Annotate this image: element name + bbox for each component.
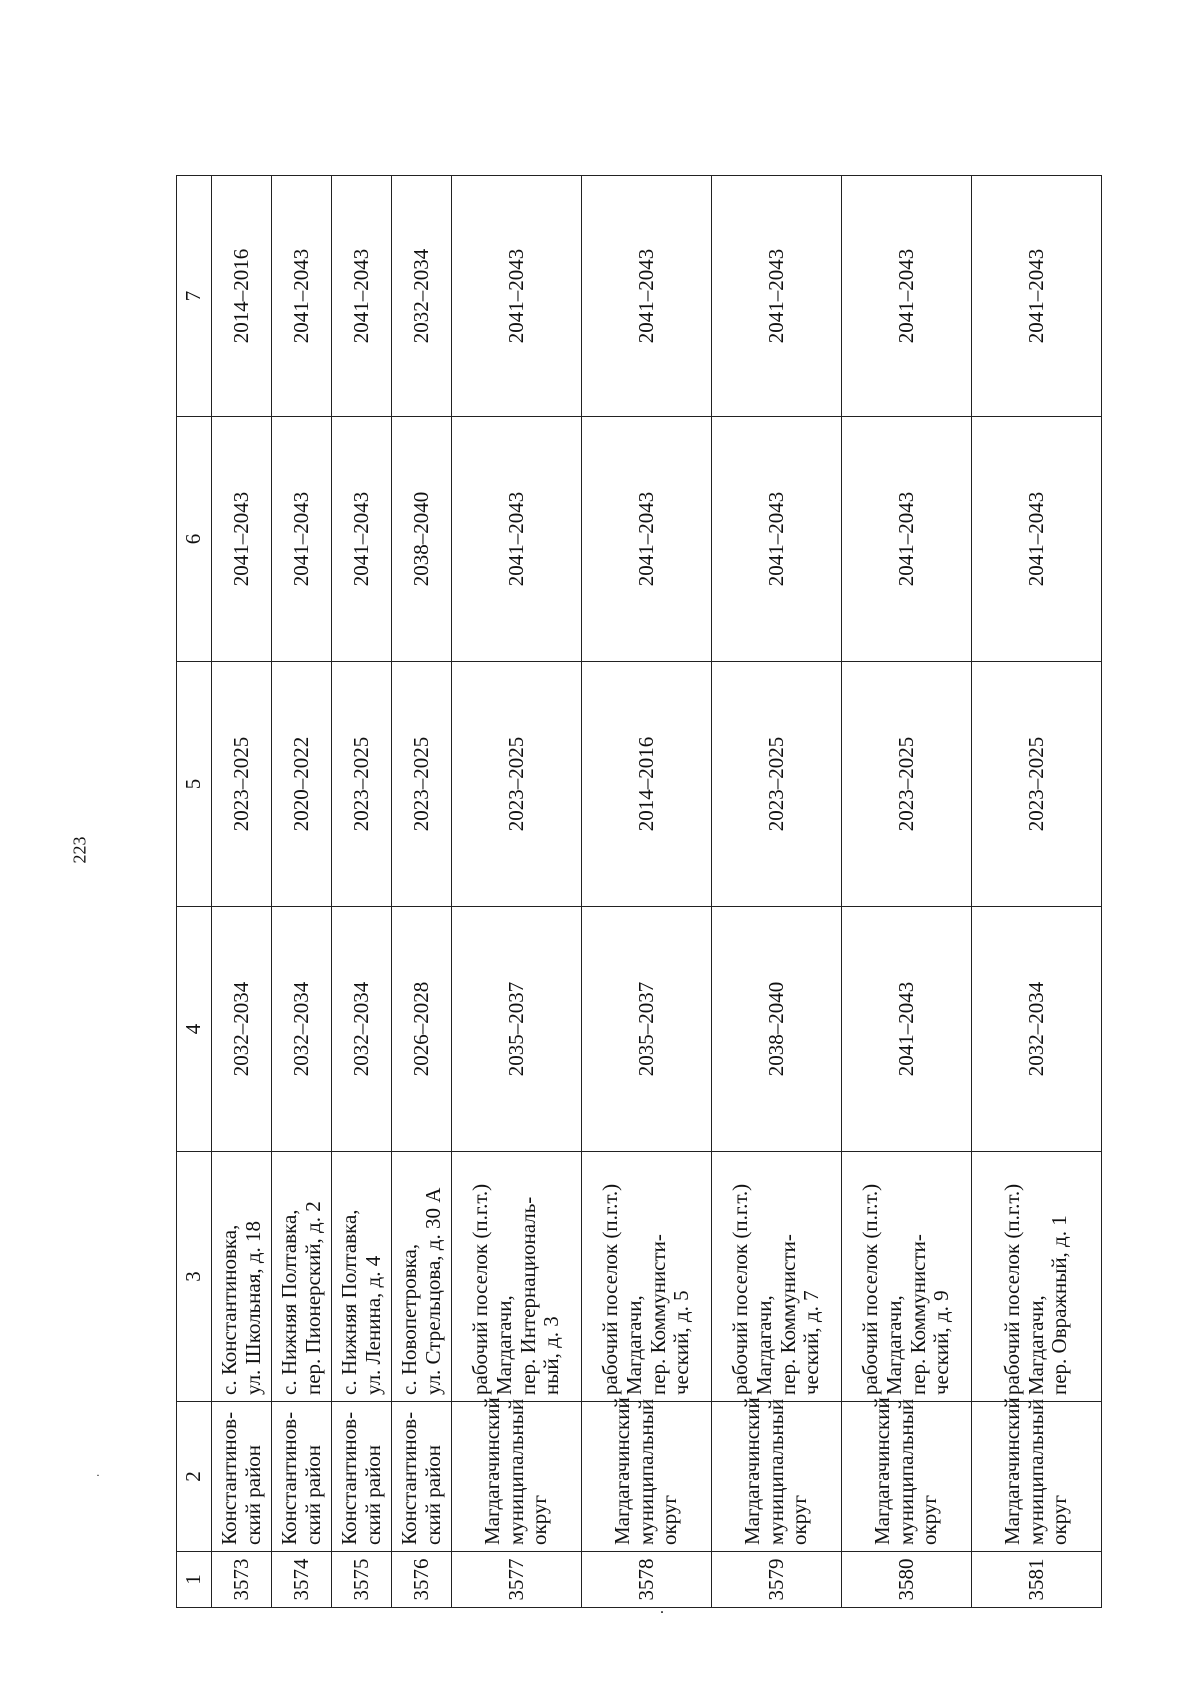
- table-row: [212, 176, 272, 1608]
- table-cell-c7: 2041–2043: [452, 176, 582, 417]
- table-cell-id: 3575: [332, 1552, 392, 1608]
- table-cell-address: с. Нижняя Полтавка, ул. Ленина, д. 4: [332, 1152, 392, 1402]
- table-cell-c4: 2032–2034: [272, 907, 332, 1152]
- table-row: [842, 176, 972, 1608]
- data-table: [176, 175, 1102, 1608]
- table-cell-c5: 2023–2025: [392, 662, 452, 907]
- header-cell: 3: [177, 1152, 212, 1402]
- table-cell-id: 3573: [212, 1552, 272, 1608]
- table-cell-c4: 2026–2028: [392, 907, 452, 1152]
- table-cell-c6: 2041–2043: [972, 417, 1102, 662]
- table-cell-district: Магдагачинский муниципальный округ: [452, 1402, 582, 1552]
- table-cell-c6: 2041–2043: [582, 417, 712, 662]
- table-cell-c5: 2023–2025: [452, 662, 582, 907]
- table-row: [452, 176, 582, 1608]
- table-cell-c7: 2014–2016: [212, 176, 272, 417]
- table-cell-id: 3579: [712, 1552, 842, 1608]
- table-cell-c5: 2023–2025: [842, 662, 972, 907]
- table-cell-address: рабочий поселок (п.г.т.) Магдагачи, пер. Интернациональ- ный, д. 3: [452, 1152, 582, 1402]
- table-cell-district: Магдагачинский муниципальный округ: [582, 1402, 712, 1552]
- table-cell-c7: 2041–2043: [972, 176, 1102, 417]
- table-cell-district: Магдагачинский муниципальный округ: [972, 1402, 1102, 1552]
- table-cell-c7: 2032–2034: [392, 176, 452, 417]
- table-cell-c6: 2041–2043: [842, 417, 972, 662]
- header-cell: 5: [177, 662, 212, 907]
- table-row: [972, 176, 1102, 1608]
- rotated-table-container: [176, 176, 1072, 1608]
- table-cell-c4: 2032–2034: [332, 907, 392, 1152]
- table-cell-c5: 2023–2025: [332, 662, 392, 907]
- table-cell-c6: 2041–2043: [272, 417, 332, 662]
- header-row: [177, 176, 212, 1608]
- table-cell-address: с. Константиновка, ул. Школьная, д. 18: [212, 1152, 272, 1402]
- table-cell-district: Константинов- ский район: [392, 1402, 452, 1552]
- header-cell: 6: [177, 417, 212, 662]
- table-cell-c6: 2041–2043: [452, 417, 582, 662]
- table-cell-district: Константинов- ский район: [212, 1402, 272, 1552]
- table-cell-address: с. Нижняя Полтавка, пер. Пионерский, д. 2: [272, 1152, 332, 1402]
- table-cell-c7: 2041–2043: [712, 176, 842, 417]
- table-cell-address: рабочий поселок (п.г.т.) Магдагачи, пер. Коммунисти- ческий, д. 7: [712, 1152, 842, 1402]
- table-cell-c7: 2041–2043: [582, 176, 712, 417]
- header-cell: 2: [177, 1402, 212, 1552]
- table-cell-c6: 2038–2040: [392, 417, 452, 662]
- table-cell-c4: 2035–2037: [452, 907, 582, 1152]
- table-cell-c5: 2020–2022: [272, 662, 332, 907]
- table-cell-c6: 2041–2043: [712, 417, 842, 662]
- table-row: [712, 176, 842, 1608]
- table-row: [582, 176, 712, 1608]
- table-cell-c4: 2035–2037: [582, 907, 712, 1152]
- scan-artifact: ·: [96, 1468, 100, 1482]
- table-cell-id: 3581: [972, 1552, 1102, 1608]
- table-cell-district: Константинов- ский район: [332, 1402, 392, 1552]
- table-cell-address: рабочий поселок (п.г.т.) Магдагачи, пер. Коммунисти- ческий, д. 9: [842, 1152, 972, 1402]
- header-cell: 4: [177, 907, 212, 1152]
- table-cell-c6: 2041–2043: [332, 417, 392, 662]
- table-cell-c4: 2038–2040: [712, 907, 842, 1152]
- table-cell-c4: 2032–2034: [972, 907, 1102, 1152]
- header-cell: 1: [177, 1552, 212, 1608]
- table-cell-c7: 2041–2043: [332, 176, 392, 417]
- table-row: [332, 176, 392, 1608]
- table-row: [392, 176, 452, 1608]
- table-cell-c4: 2041–2043: [842, 907, 972, 1152]
- table-cell-c6: 2041–2043: [212, 417, 272, 662]
- table-cell-c7: 2041–2043: [842, 176, 972, 417]
- table-cell-c5: 2023–2025: [212, 662, 272, 907]
- table-cell-id: 3574: [272, 1552, 332, 1608]
- table-cell-c4: 2032–2034: [212, 907, 272, 1152]
- header-cell: 7: [177, 176, 212, 417]
- table-cell-id: 3578: [582, 1552, 712, 1608]
- table-header: [177, 176, 212, 1608]
- table-cell-c5: 2014–2016: [582, 662, 712, 907]
- table-cell-district: Магдагачинский муниципальный округ: [842, 1402, 972, 1552]
- table-cell-district: Магдагачинский муниципальный округ: [712, 1402, 842, 1552]
- table-cell-c5: 2023–2025: [712, 662, 842, 907]
- table-cell-address: рабочий поселок (п.г.т.) Магдагачи, пер. Коммунисти- ческий, д. 5: [582, 1152, 712, 1402]
- footer-mark: .: [660, 1600, 664, 1617]
- table-cell-id: 3577: [452, 1552, 582, 1608]
- table-row: [272, 176, 332, 1608]
- table-cell-id: 3576: [392, 1552, 452, 1608]
- page-number: 223: [69, 836, 90, 864]
- table-body: [212, 176, 1102, 1608]
- table-cell-district: Константинов- ский район: [272, 1402, 332, 1552]
- table-cell-c5: 2023–2025: [972, 662, 1102, 907]
- table-cell-c7: 2041–2043: [272, 176, 332, 417]
- table-cell-address: с. Новопетровка, ул. Стрельцова, д. 30 А: [392, 1152, 452, 1402]
- table-cell-id: 3580: [842, 1552, 972, 1608]
- table-cell-address: рабочий поселок (п.г.т.) Магдагачи, пер. Овражный, д. 1: [972, 1152, 1102, 1402]
